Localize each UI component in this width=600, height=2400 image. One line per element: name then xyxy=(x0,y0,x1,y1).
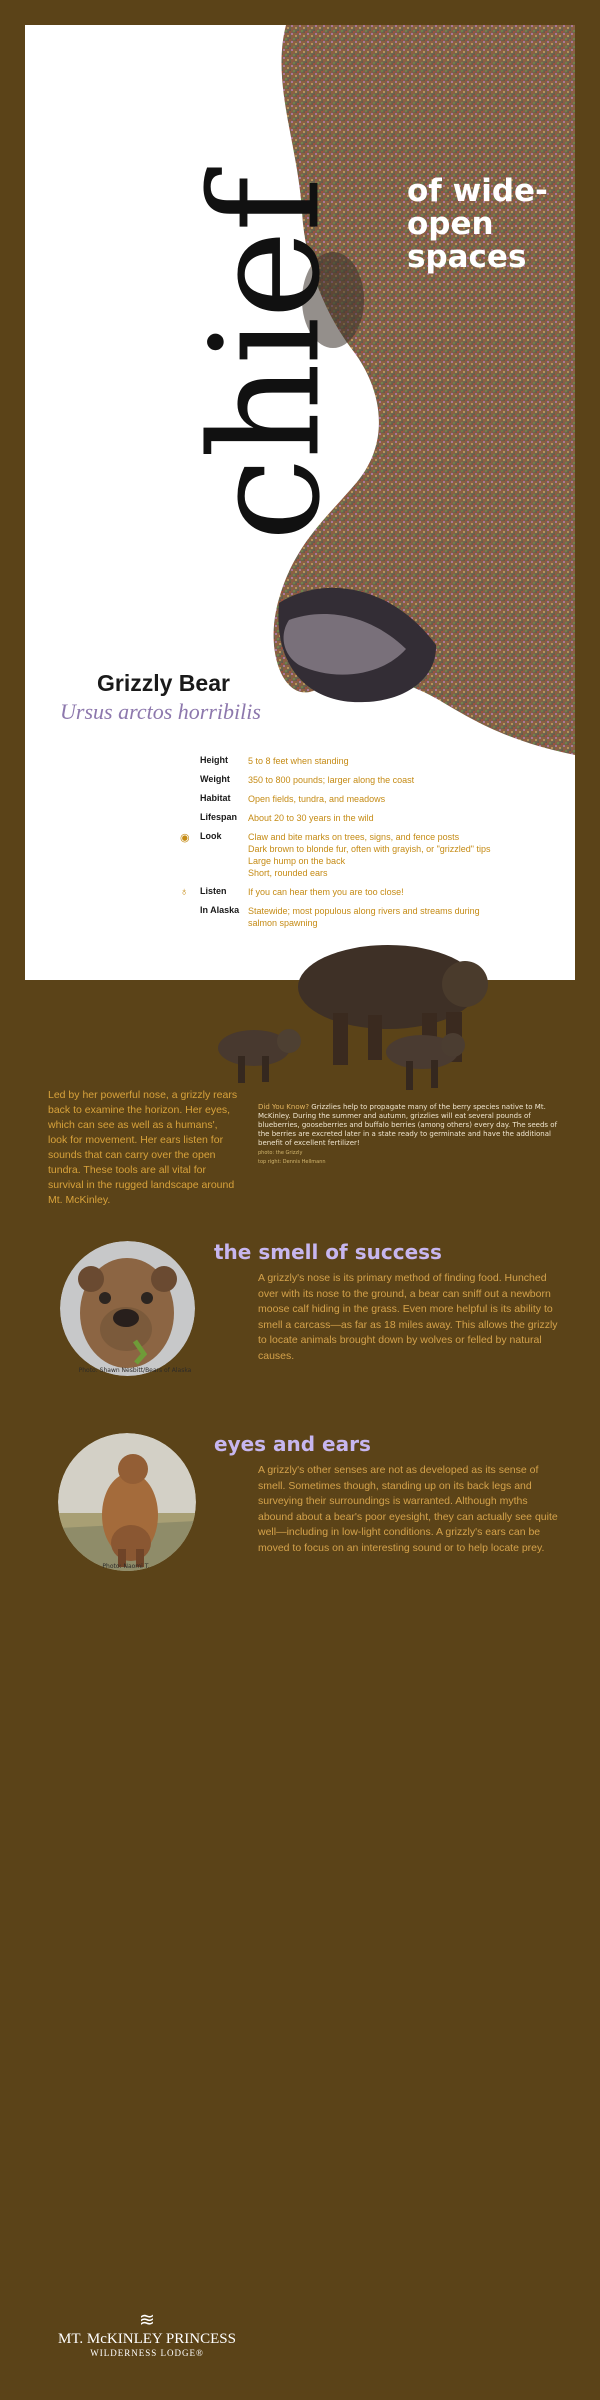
fact-value xyxy=(248,755,530,767)
fact-lifespan xyxy=(180,812,530,824)
fact-value-line: Statewide; most populous along rivers and streams during xyxy=(248,906,480,916)
smell-photo-caption: Photo: Shawn Nesbitt/Bears of Alaska xyxy=(78,1367,192,1374)
eye-icon: ◉ xyxy=(180,832,190,844)
bear-family-illustration xyxy=(188,930,548,1100)
fact-in-alaska xyxy=(180,905,530,929)
species-latin-name: Ursus arctos horribilis xyxy=(60,699,261,724)
subheadline-line: open xyxy=(407,206,494,242)
fact-value xyxy=(248,793,530,805)
fact-height xyxy=(180,755,530,767)
subheadline-line: of wide- xyxy=(407,173,548,209)
section-body-ears: A grizzly's other senses are not as developed as its sense of smell. Sometimes though, standing up on its back legs and surveying their surroundings is warranted. Although myths abound about a bear's poor eyesight, they can actually see quite well—including in low-light conditions. A grizzly's ears can be moved to focus on an interesting sound or to help locate prey. xyxy=(258,1464,558,1554)
wave-logo-icon: ≋ xyxy=(139,2309,155,2331)
section-title-ears: eyes and ears xyxy=(214,1432,371,1456)
fact-look xyxy=(180,831,530,879)
fact-spacer-icon xyxy=(180,774,200,786)
section-body-smell: A grizzly's nose is its primary method of finding food. Hunched over with its nose to the ground, a bear can sniff out a newborn moose calf hiding in the grass. Even more helpful is its ability to smell a carcass—as far as 18 miles away. This allows the grizzly to locate animals brought down by wolves or felled by natural causes. xyxy=(258,1272,558,1362)
fact-spacer-icon xyxy=(180,755,200,767)
fact-value xyxy=(248,886,530,898)
footer-brand-logo xyxy=(52,2310,242,2358)
fact-label: Lifespan xyxy=(200,812,238,822)
brand-subtitle: WILDERNESS LODGE® xyxy=(90,2348,204,2358)
fact-label: Listen xyxy=(200,886,227,896)
fact-label: Look xyxy=(200,831,222,841)
did-you-know-label: Did You Know? xyxy=(258,1103,310,1111)
fact-value-line: Short, rounded ears xyxy=(248,868,328,878)
photo-credit: top right: Dennis Hellmann xyxy=(258,1159,326,1165)
fact-label: Habitat xyxy=(200,793,231,803)
fact-value xyxy=(248,831,530,879)
fact-value xyxy=(248,812,530,824)
fact-value-line: Dark brown to blonde fur, often with grayish, or "grizzled" tips xyxy=(248,844,491,854)
fact-spacer-icon xyxy=(180,793,200,805)
fact-spacer-icon xyxy=(180,812,200,824)
did-you-know-text: Grizzlies help to propagate many of the berry species native to Mt. McKinley. During the summer and autumn, grizzlies will eat several pounds of blueberries, gooseberries and buffalo berries (among others) every day. The seeds of the berries are excreted later in a state ready to germinate and have the additional benefit of excellent fertilizer! xyxy=(258,1103,558,1147)
fact-value xyxy=(248,905,530,929)
fact-value-line: Claw and bite marks on trees, signs, and fence posts xyxy=(248,832,460,842)
fact-habitat xyxy=(180,793,530,805)
standing-bear-photo xyxy=(58,1433,196,1571)
fact-value-line: Open fields, tundra, and meadows xyxy=(248,794,386,804)
hero-panel xyxy=(25,25,575,980)
brand-name: MT. McKINLEY PRINCESS xyxy=(58,2331,236,2347)
fact-value-line: Large hump on the back xyxy=(248,856,346,866)
fact-weight xyxy=(180,774,530,786)
fact-label: In Alaska xyxy=(200,905,240,915)
fact-value-line: salmon spawning xyxy=(248,918,318,928)
fact-value-line: 350 to 800 pounds; larger along the coast xyxy=(248,775,415,785)
subheadline-line: spaces xyxy=(407,239,527,275)
species-facts xyxy=(180,755,530,936)
did-you-know-note xyxy=(258,1103,563,1166)
fact-value-line: 5 to 8 feet when standing xyxy=(248,756,349,766)
section-title-smell: the smell of success xyxy=(214,1240,442,1264)
poster-headline: chief xyxy=(179,178,354,542)
fact-value-line: About 20 to 30 years in the wild xyxy=(248,813,374,823)
fact-listen xyxy=(180,886,530,898)
fact-value xyxy=(248,774,530,786)
species-common-name: Grizzly Bear xyxy=(97,670,230,696)
poster-subheadline xyxy=(407,175,557,274)
fact-value-line: If you can hear them you are too close! xyxy=(248,887,404,897)
ears-photo-caption: Photo: Naomi T. xyxy=(102,1563,150,1570)
fact-label: Height xyxy=(200,755,228,765)
photo-credit: photo: the Grizzly xyxy=(258,1150,303,1156)
fact-spacer-icon xyxy=(180,905,200,929)
intro-paragraph: Led by her powerful nose, a grizzly rears back to examine the horizon. Her eyes, which can see as well as a humans', look for movement. Her ears listen for sounds that can carry over the open tundra. These tools are all vital for survival in the rugged landscape around Mt. McKinley. xyxy=(48,1089,238,1206)
grizzly-face-photo xyxy=(60,1241,195,1376)
fact-label: Weight xyxy=(200,774,230,784)
ear-icon: ♁ xyxy=(180,886,189,898)
